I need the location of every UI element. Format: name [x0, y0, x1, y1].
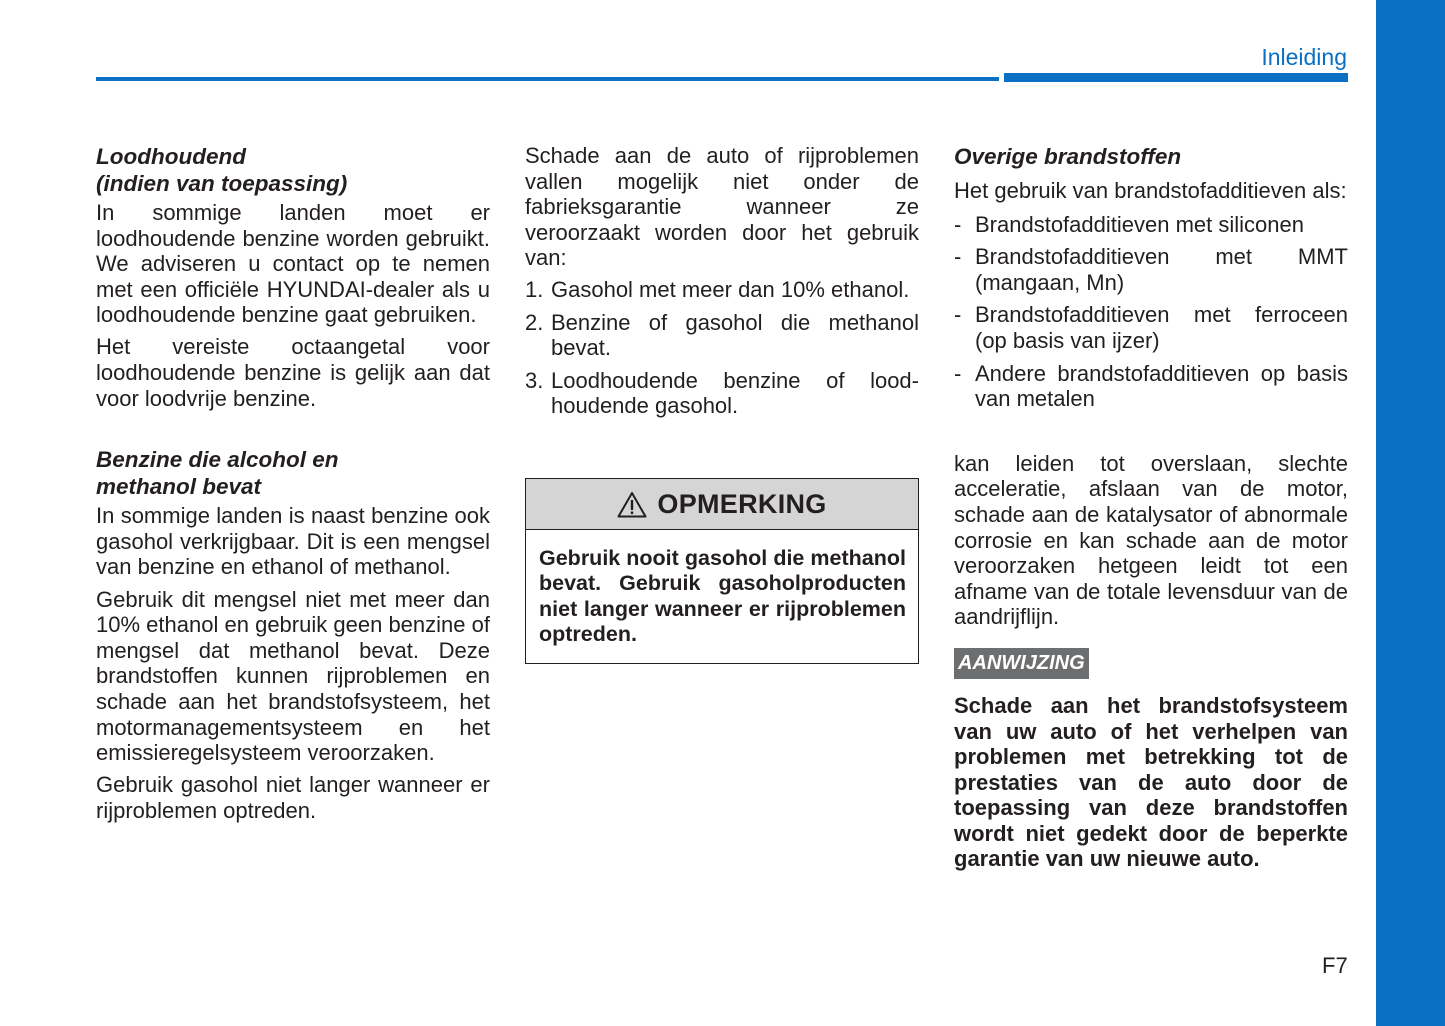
note-tag: AANWIJZING [954, 648, 1089, 679]
paragraph: Gebruik dit mengsel niet met meer dan 10% ethanol en gebruik geen benzine of mengsel dat methanol bevat. Deze brandstoffen kunnen rijproblemen en schade aan het brandstofsysteem, het motormanagementsysteem en het emissieregelsysteem veroorzaken. [96, 586, 490, 766]
list-item: - Andere brandstofadditieven op basis van metalen [954, 360, 1348, 412]
list-text: Brandstofadditieven met siliconen [975, 211, 1304, 237]
heading-alcohol-line1: Benzine die alcohol en [96, 447, 339, 473]
heading-leaded-line2: (indien van toepassing) [96, 171, 348, 196]
list-item: - Brandstofadditieven met MMT (mangaan, Mn) [954, 244, 1348, 295]
header-rule-left [96, 77, 999, 81]
section-title: Inleiding [1261, 44, 1347, 70]
list-item: - Brandstofadditieven met siliconen [954, 211, 1304, 237]
heading-leaded-line1: Loodhoudend [96, 144, 246, 169]
list-text: Brandstofadditieven met MMT (mangaan, Mn) [975, 244, 1348, 295]
list-text: Andere brandstofadditieven op basis van metalen [975, 360, 1348, 412]
list-item: - Brandstofadditieven met ferroceen (op basis van ijzer) [954, 302, 1348, 353]
list-item [525, 310, 919, 361]
warning-header [526, 479, 918, 530]
paragraph: In sommige landen is naast benzine ook gasohol verkrijgbaar. Dit is een mengsel van benzine en ethanol of methanol. [96, 503, 490, 580]
list-number: 3. [525, 367, 544, 393]
list-item [525, 277, 919, 303]
paragraph: Het vereiste octaangetal voor loodhoudende benzine is gelijk aan dat voor loodvrije benzine. [96, 334, 490, 411]
warning-title: OPMERKING [657, 488, 827, 519]
list-text: Benzine of gasohol die methanol bevat. [551, 309, 919, 361]
list-text: Gasohol met meer dan 10% ethanol. [551, 276, 910, 302]
warning-box [525, 478, 919, 664]
list-text: Brandstofadditieven met ferroceen (op basis van ijzer) [975, 302, 1348, 353]
column-right [954, 143, 1348, 872]
note-body: Schade aan het brandstofsysteem van uw auto of het verhelpen van problemen met betrekking tot de prestaties van de auto door de toepassing van deze brandstoffen wordt niet gedekt door de beperkte garantie van uw nieuwe auto. [954, 692, 1348, 872]
note-tag-wrap [954, 648, 1348, 679]
paragraph: Het gebruik van brandstofadditieven als: [954, 178, 1347, 203]
page-number: F7 [1322, 953, 1348, 978]
heading-other-fuels: Overige brandstoffen [954, 144, 1182, 169]
header-rule-right [1004, 73, 1348, 82]
numbered-list [525, 277, 919, 419]
list-item [525, 368, 919, 419]
paragraph: Schade aan de auto of rijproblemen vallen mogelijk niet onder de fabrieksgarantie wanneer ze veroorzaakt worden door het gebruik van: [525, 143, 919, 271]
paragraph: Gebruik gasohol niet langer wanneer er rijproblemen optreden. [96, 772, 490, 823]
column-left [96, 143, 490, 823]
column-middle [525, 143, 919, 426]
bullet-list [954, 212, 1348, 412]
list-text: Loodhoudende benzine of loodhoudende gasohol. [551, 367, 919, 419]
warning-triangle-icon [617, 491, 647, 518]
paragraph: kan leiden tot overslaan, slechte acceleratie, afslaan van de motor, schade aan de katalysator of abnormale corrosie en kan schade aan de motor veroorzaken hetgeen leidt tot een afname van de totale levensduur van de aandrijflijn. [954, 450, 1348, 630]
warning-body: Gebruik nooit gasohol die methanol bevat. Gebruik gasoholproducten niet langer wanneer er rijproblemen optreden. [539, 546, 906, 647]
list-number: 2. [525, 309, 544, 335]
side-tab-bar [1376, 0, 1445, 1026]
list-number: 1. [525, 276, 544, 302]
heading-alcohol-line2: methanol bevat [96, 474, 262, 500]
heading-alcohol [96, 446, 490, 500]
heading-leaded [96, 143, 490, 197]
paragraph: In sommige landen moet er loodhoudende benzine worden gebruikt. We adviseren u contact op te nemen met een officiële HYUNDAI-dealer als u loodhoudende benzine gaat gebruiken. [96, 200, 490, 328]
